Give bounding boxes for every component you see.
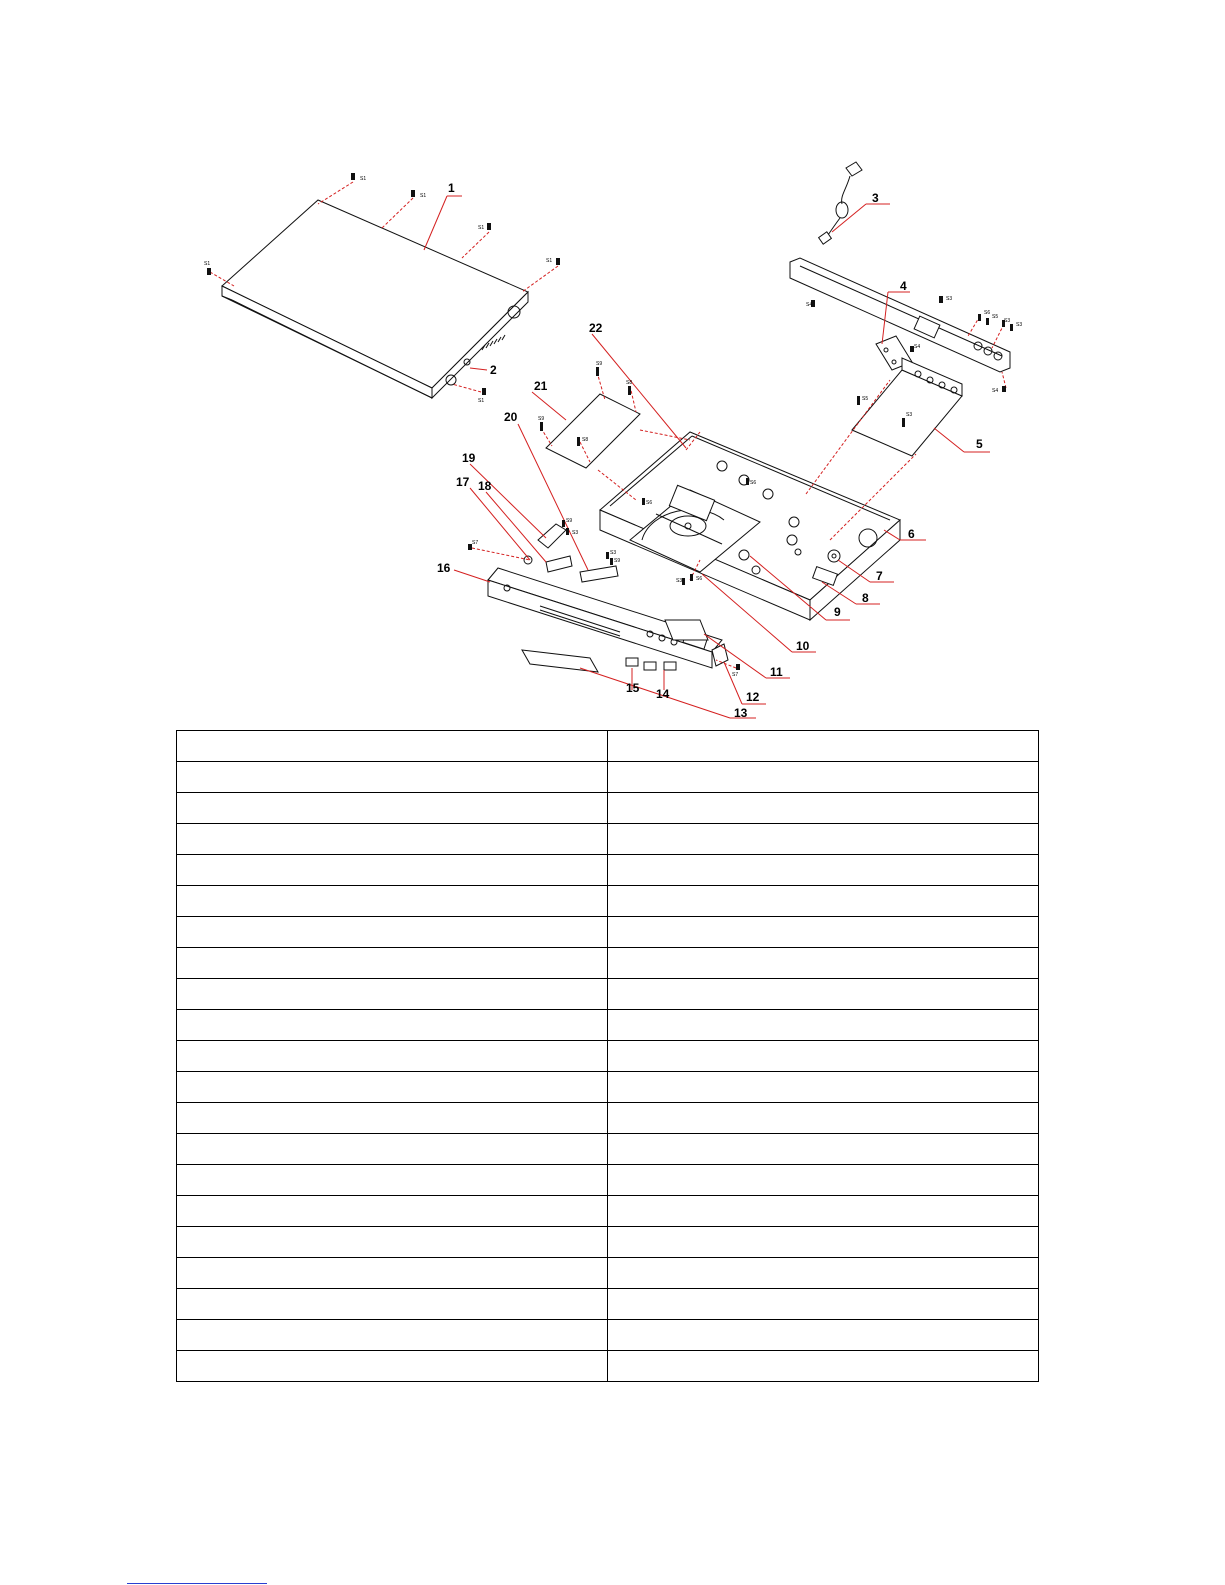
callout-17: 17 (456, 475, 470, 489)
svg-text:S3: S3 (572, 530, 579, 536)
svg-text:S3: S3 (906, 412, 913, 418)
screw-s9 (596, 361, 602, 376)
svg-text:S3: S3 (1004, 318, 1011, 324)
table-row (177, 1072, 1039, 1103)
table-row (177, 917, 1039, 948)
svg-text:S1: S1 (546, 258, 553, 264)
callout-9: 9 (834, 605, 841, 619)
table-row (177, 979, 1039, 1010)
screw-s6 (642, 498, 652, 506)
screw-s4 (806, 300, 815, 308)
screw-s1 (204, 261, 211, 275)
svg-text:S8: S8 (626, 380, 633, 386)
table-cell (177, 762, 608, 793)
table-cell (177, 1258, 608, 1289)
table-cell (177, 1072, 608, 1103)
screw-s3 (566, 528, 578, 536)
svg-text:S9: S9 (596, 361, 603, 367)
callout-15: 15 (626, 681, 640, 695)
svg-text:S4: S4 (914, 344, 921, 350)
footer-rule (127, 1583, 267, 1584)
svg-text:S6: S6 (750, 480, 757, 486)
callout-5: 5 (976, 437, 983, 451)
table-row (177, 1165, 1039, 1196)
callout-19: 19 (462, 451, 476, 465)
callout-21: 21 (534, 379, 548, 393)
table-row (177, 1351, 1039, 1382)
screw-s1 (478, 388, 486, 404)
table-cell (177, 1351, 608, 1382)
svg-text:S6: S6 (696, 576, 703, 582)
table-cell (177, 1134, 608, 1165)
callout-20: 20 (504, 410, 518, 424)
power-cord-part (819, 162, 862, 244)
table-cell (177, 917, 608, 948)
table-cell (608, 1196, 1039, 1227)
table-cell (608, 1258, 1039, 1289)
screw-s3 (1002, 318, 1010, 327)
table-cell (177, 1320, 608, 1351)
callout-2: 2 (490, 363, 497, 377)
svg-text:S3: S3 (676, 578, 683, 584)
table-row (177, 731, 1039, 762)
table-cell (177, 979, 608, 1010)
svg-text:S9: S9 (538, 416, 545, 422)
table-row (177, 1289, 1039, 1320)
exploded-assembly-diagram (0, 0, 1225, 720)
callout-1: 1 (448, 181, 455, 195)
table-cell (608, 886, 1039, 917)
table-cell (608, 1103, 1039, 1134)
svg-text:S3: S3 (610, 550, 617, 556)
screw-s6 (746, 478, 756, 486)
screw-s9 (538, 416, 544, 431)
table-cell (177, 1010, 608, 1041)
callout-8: 8 (862, 591, 869, 605)
table-cell (608, 948, 1039, 979)
table-cell (177, 1165, 608, 1196)
callout-11: 11 (770, 665, 783, 679)
screw-s6 (690, 574, 702, 582)
table-cell (608, 855, 1039, 886)
table-row (177, 793, 1039, 824)
table-cell (608, 1351, 1039, 1382)
screw-s1 (351, 173, 366, 182)
table-cell (177, 948, 608, 979)
callout-6: 6 (908, 527, 915, 541)
svg-text:S8: S8 (582, 437, 589, 443)
table-cell (608, 1072, 1039, 1103)
callout-7: 7 (876, 569, 883, 583)
svg-text:S1: S1 (478, 398, 485, 404)
callout-22: 22 (589, 321, 603, 335)
parts-list-table (176, 730, 1039, 1382)
callout-14: 14 (656, 687, 670, 701)
table-row (177, 1041, 1039, 1072)
svg-text:S9: S9 (614, 558, 621, 564)
svg-text:S6: S6 (984, 310, 991, 316)
callout-3: 3 (872, 191, 879, 205)
callout-18: 18 (478, 479, 492, 493)
table-cell (177, 855, 608, 886)
svg-text:S5: S5 (992, 314, 999, 320)
screw-s9 (610, 558, 620, 565)
screw-s1 (411, 190, 426, 199)
table-row (177, 948, 1039, 979)
table-row (177, 886, 1039, 917)
screw-s3 (676, 578, 685, 585)
svg-text:S3: S3 (946, 296, 953, 302)
callout-4: 4 (900, 279, 907, 293)
table-row (177, 762, 1039, 793)
screw-s3 (939, 296, 952, 303)
table-cell (177, 793, 608, 824)
table-row (177, 1103, 1039, 1134)
svg-text:S5: S5 (862, 396, 869, 402)
table-cell (177, 1103, 608, 1134)
svg-text:S4: S4 (992, 388, 999, 394)
table-cell (608, 979, 1039, 1010)
screw-s4 (992, 386, 1006, 394)
svg-text:S7: S7 (472, 540, 479, 546)
svg-text:S1: S1 (204, 261, 211, 267)
table-cell (177, 1196, 608, 1227)
table-row (177, 1258, 1039, 1289)
screw-s1 (546, 258, 560, 265)
table-row (177, 824, 1039, 855)
table-cell (608, 1165, 1039, 1196)
table-row (177, 855, 1039, 886)
table-cell (177, 886, 608, 917)
table-row (177, 1196, 1039, 1227)
table-cell (177, 1041, 608, 1072)
table-row (177, 1320, 1039, 1351)
screw-s5 (857, 396, 868, 405)
screw-s3 (1010, 322, 1022, 331)
screw-s1 (478, 223, 491, 231)
table-cell (177, 1227, 608, 1258)
table-cell (177, 731, 608, 762)
svg-text:S1: S1 (360, 176, 367, 182)
rear-pcb-part (852, 358, 962, 456)
table-cell (608, 1227, 1039, 1258)
svg-text:S1: S1 (420, 193, 427, 199)
table-row (177, 1227, 1039, 1258)
callout-16: 16 (437, 561, 451, 575)
table-cell (608, 1134, 1039, 1165)
table-cell (608, 731, 1039, 762)
table-row (177, 1010, 1039, 1041)
table-cell (608, 917, 1039, 948)
callout-10: 10 (796, 639, 810, 653)
svg-text:S4: S4 (806, 302, 813, 308)
callout-13: 13 (734, 706, 748, 720)
table-cell (177, 824, 608, 855)
table-cell (608, 1041, 1039, 1072)
screw-s7 (732, 664, 740, 678)
front-panel-part (488, 568, 722, 668)
svg-text:S9: S9 (566, 518, 573, 524)
callout-12: 12 (746, 690, 760, 704)
svg-text:S3: S3 (1016, 322, 1023, 328)
svg-text:S1: S1 (478, 225, 485, 231)
svg-text:S7: S7 (732, 672, 739, 678)
table-cell (177, 1289, 608, 1320)
svg-text:S6: S6 (646, 500, 653, 506)
table-cell (608, 793, 1039, 824)
table-cell (608, 824, 1039, 855)
table-cell (608, 762, 1039, 793)
table-row (177, 1134, 1039, 1165)
table-cell (608, 1010, 1039, 1041)
screw-s4 (910, 344, 920, 352)
table-cell (608, 1289, 1039, 1320)
table-cell (608, 1320, 1039, 1351)
small-pcb-part (546, 394, 640, 468)
